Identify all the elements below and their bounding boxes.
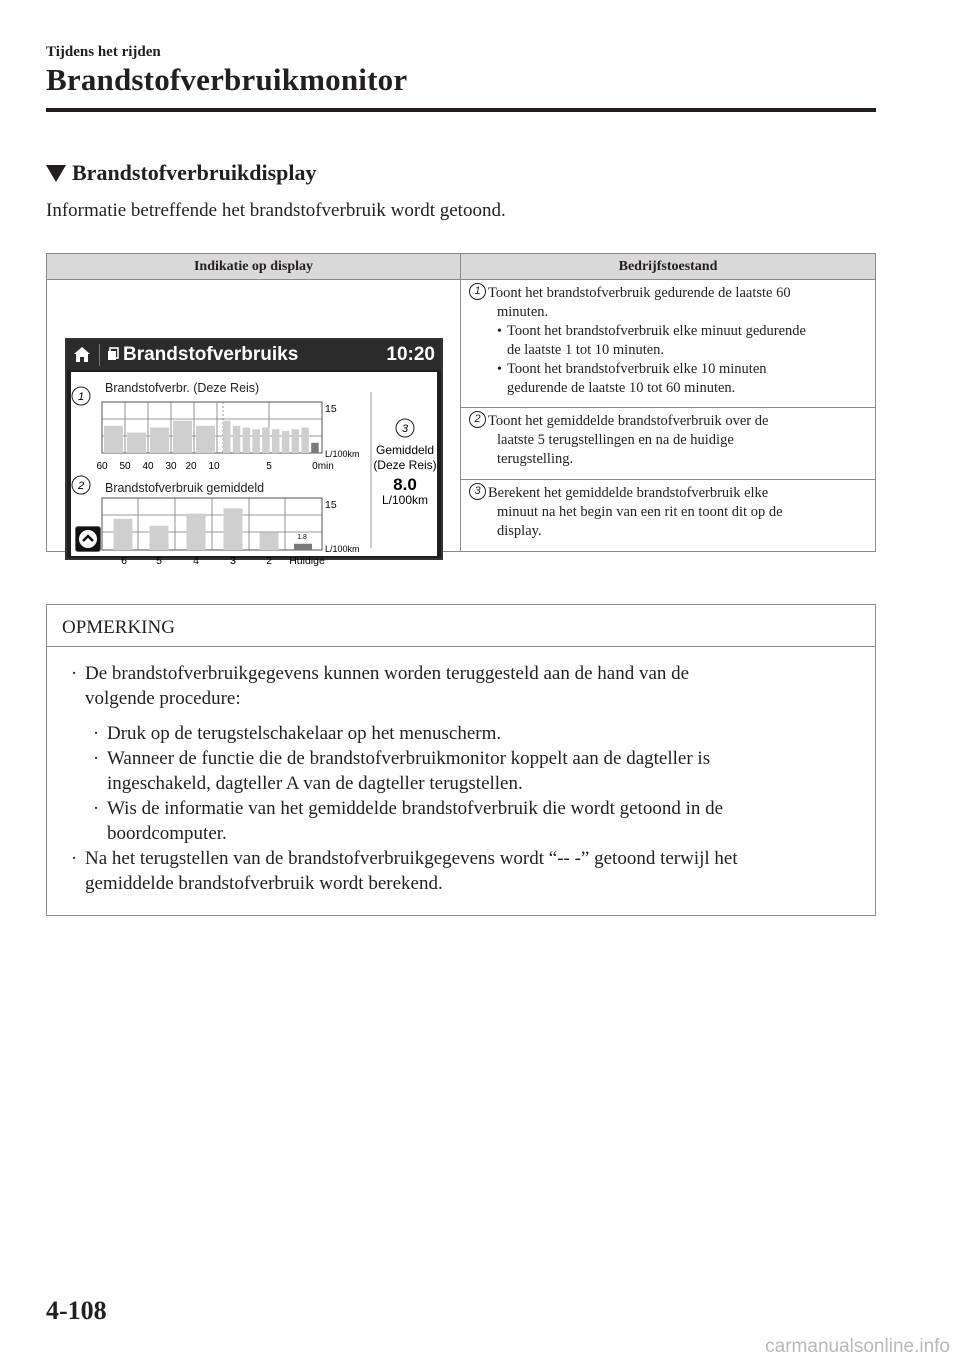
note-item-1-line-2: volgende procedure: xyxy=(85,688,241,709)
note-item-1-line-1: De brandstofverbruikgegevens kunnen worden teruggesteld aan de hand van de xyxy=(85,663,690,684)
state-cell-2 xyxy=(461,408,876,480)
screen-title: Brandstofverbruiks xyxy=(123,344,299,365)
avg-xlabel: 6 xyxy=(121,555,127,567)
avg-trip-label-2: (Deze Reis) xyxy=(373,458,437,472)
trip-bar-40 xyxy=(150,428,169,454)
note-item-3: · Wanneer de functie die de brandstofverbruikmonitor koppelt aan de dagteller is ingeschakeld, dagteller A van de dagteller terugstellen. xyxy=(92,748,711,794)
avg-chart-grid xyxy=(102,498,322,550)
trip-unit-label: L/100km xyxy=(325,449,360,459)
state-1-number: 1 xyxy=(469,283,486,300)
trip-bar-20 xyxy=(196,426,215,453)
avg-trip-unit: L/100km xyxy=(381,493,429,507)
trip-bar-30 xyxy=(173,421,192,453)
state-1-lead-text: Toont het brandstofverbruik gedurende de laatste 60 xyxy=(488,285,791,301)
note-item-3-line-1: Wanneer de functie die de brandstofverbruikmonitor koppelt aan de dagteller is xyxy=(107,748,711,769)
note-item-3-line-2: ingeschakeld, dagteller A van de dagteller terugstellen. xyxy=(107,773,523,794)
triangle-bullet-icon xyxy=(46,165,66,182)
trip-xlabel: 30 xyxy=(165,461,177,472)
chevron-up-icon xyxy=(78,529,98,554)
watermark: carmanualsonline.info xyxy=(765,1336,950,1357)
state-1-lead xyxy=(469,284,867,303)
avg-bar-Huidige xyxy=(294,544,312,550)
avg-xlabels xyxy=(121,555,325,567)
trip-xlabel: 5 xyxy=(266,461,272,472)
avg-xlabel: Huidige xyxy=(289,555,325,567)
avg-bar-2 xyxy=(260,533,279,550)
page-number: 4-108 xyxy=(46,1296,107,1325)
clock: 10:20 xyxy=(386,344,435,365)
state-2-line-1: Toont het gemiddelde brandstofverbruik over de xyxy=(488,413,769,430)
avg-ymax-label: 15 xyxy=(325,499,337,511)
avg-chart-label: Brandstofverbruik gemiddeld xyxy=(105,481,265,495)
trip-xlabel: 0min xyxy=(312,461,334,472)
page-title: Brandstofverbruikmonitor xyxy=(46,62,408,97)
trip-bar-1 xyxy=(311,443,319,453)
section-intro: Informatie betreffende het brandstofverbruik wordt getoond. xyxy=(46,200,506,221)
trip-ymax-label: 15 xyxy=(325,403,337,415)
state-cell-3 xyxy=(461,480,876,552)
screen-charts-svg xyxy=(71,372,437,567)
state-1-bullet-1: • Toont het brandstofverbruik elke minuut gedurende xyxy=(497,323,806,339)
trip-bar-4 xyxy=(282,431,290,453)
avg-unit-label: L/100km xyxy=(325,544,360,554)
callout-1 xyxy=(72,387,90,405)
title-separator xyxy=(99,344,100,366)
note-item-4: · Wis de informatie van het gemiddelde brandstofverbruik die wordt getoond in de boordcomputer. xyxy=(92,798,724,844)
avg-xlabel: 3 xyxy=(230,555,236,567)
trip-xlabels xyxy=(96,461,333,472)
state-cell-1 xyxy=(461,280,876,408)
note-heading: OPMERKING xyxy=(47,605,875,647)
state-3-line-2: minuut na het begin van een rit en toont dit op de xyxy=(497,504,783,521)
screen-panel xyxy=(71,372,437,567)
title-rule xyxy=(46,108,876,112)
avg-bar-3 xyxy=(224,508,243,550)
state-1-lead-cont: minuten. xyxy=(497,304,549,320)
callout-3-text: 3 xyxy=(401,423,409,435)
trip-bar-50 xyxy=(127,433,146,453)
trip-bar-8 xyxy=(243,428,251,454)
note-item-5: · Na het terugstellen van de brandstofverbruikgegevens wordt “-- -” getoond terwijl het gemiddelde brandstofverbruik wordt berekend. xyxy=(70,848,738,894)
trip-bar-3 xyxy=(292,429,300,453)
section-heading xyxy=(46,160,317,186)
avg-bar-6 xyxy=(114,519,133,550)
trip-bar-60 xyxy=(104,426,123,453)
note-item-1: · De brandstofverbruikgegevens kunnen worden teruggesteld aan de hand van de volgende procedure: xyxy=(70,663,690,709)
note-item-4-line-2: boordcomputer. xyxy=(107,823,227,844)
trip-chart-bars xyxy=(104,421,319,453)
state-3-number: 3 xyxy=(469,483,486,500)
avg-xlabel: 5 xyxy=(156,555,162,567)
callout-2-text: 2 xyxy=(77,480,85,492)
display-illustration-cell xyxy=(47,280,461,567)
chapter-label: Tijdens het rijden xyxy=(46,44,161,60)
table-header-display: Indikatie op display xyxy=(47,254,461,280)
state-1-bullet-2-line-2: gedurende de laatste 10 tot 60 minuten. xyxy=(507,380,736,396)
state-1-bullet-1-line-1: Toont het brandstofverbruik elke minuut gedurende xyxy=(507,323,806,339)
screen-title-bar xyxy=(67,340,441,370)
trip-bar-7 xyxy=(252,429,260,453)
trip-xlabel: 10 xyxy=(208,461,220,472)
avg-xlabel: 4 xyxy=(193,555,199,567)
state-3-line-1: Berekent het gemiddelde brandstofverbruik elke xyxy=(488,485,769,502)
note-item-5-line-2: gemiddelde brandstofverbruik wordt berekend. xyxy=(85,873,443,894)
note-item-2: · Druk op de terugstelschakelaar op het menuscherm. xyxy=(92,723,502,744)
state-2-number: 2 xyxy=(469,411,486,428)
state-1-bullet-2-line-1: Toont het brandstofverbruik elke 10 minuten xyxy=(507,361,767,377)
back-button[interactable] xyxy=(75,526,101,552)
trip-bar-9 xyxy=(233,426,241,453)
avg-trip-value: 8.0 xyxy=(393,475,417,494)
document-icon xyxy=(107,347,120,364)
section-heading-text: Brandstofverbruikdisplay xyxy=(72,160,317,185)
home-icon xyxy=(73,346,91,368)
trip-bar-10 xyxy=(223,421,231,453)
state-3-line-3: display. xyxy=(497,523,542,540)
callout-3 xyxy=(396,419,414,437)
trip-xlabel: 50 xyxy=(119,461,131,472)
trip-xlabel: 40 xyxy=(142,461,154,472)
state-1-bullet-2: • Toont het brandstofverbruik elke 10 minuten xyxy=(497,361,767,377)
avg-trip-label-1: Gemiddeld xyxy=(375,443,435,457)
table-header-state: Bedrijfstoestand xyxy=(461,254,876,280)
avg-bar-5 xyxy=(150,526,169,550)
info-table xyxy=(46,253,876,567)
trip-bar-6 xyxy=(262,428,270,454)
trip-xlabel: 60 xyxy=(96,461,108,472)
trip-bar-2 xyxy=(301,428,309,454)
avg-bar-4 xyxy=(187,514,206,550)
fuel-monitor-screen xyxy=(65,338,443,567)
state-1-bullet-1-line-2: de laatste 1 tot 10 minuten. xyxy=(507,342,665,358)
note-item-4-line-1: Wis de informatie van het gemiddelde brandstofverbruik die wordt getoond in de xyxy=(107,798,724,819)
callout-2 xyxy=(72,476,90,494)
trip-bar-5 xyxy=(272,429,280,453)
state-2-line-3: terugstelling. xyxy=(497,451,574,468)
note-item-2-line-1: Druk op de terugstelschakelaar op het menuscherm. xyxy=(107,723,502,744)
note-body xyxy=(47,647,875,910)
avg-current-value: 1.8 xyxy=(297,534,307,541)
note-item-5-line-1: Na het terugstellen van de brandstofverbruikgegevens wordt “-- -” getoond terwijl het xyxy=(85,848,738,869)
trip-xlabel: 20 xyxy=(185,461,197,472)
state-2-line-2: laatste 5 terugstellingen en na de huidige xyxy=(497,432,734,449)
callout-1-text: 1 xyxy=(77,391,85,403)
note-box xyxy=(46,604,876,916)
trip-chart-label: Brandstofverbr. (Deze Reis) xyxy=(105,381,260,395)
avg-xlabel: 2 xyxy=(266,555,272,567)
